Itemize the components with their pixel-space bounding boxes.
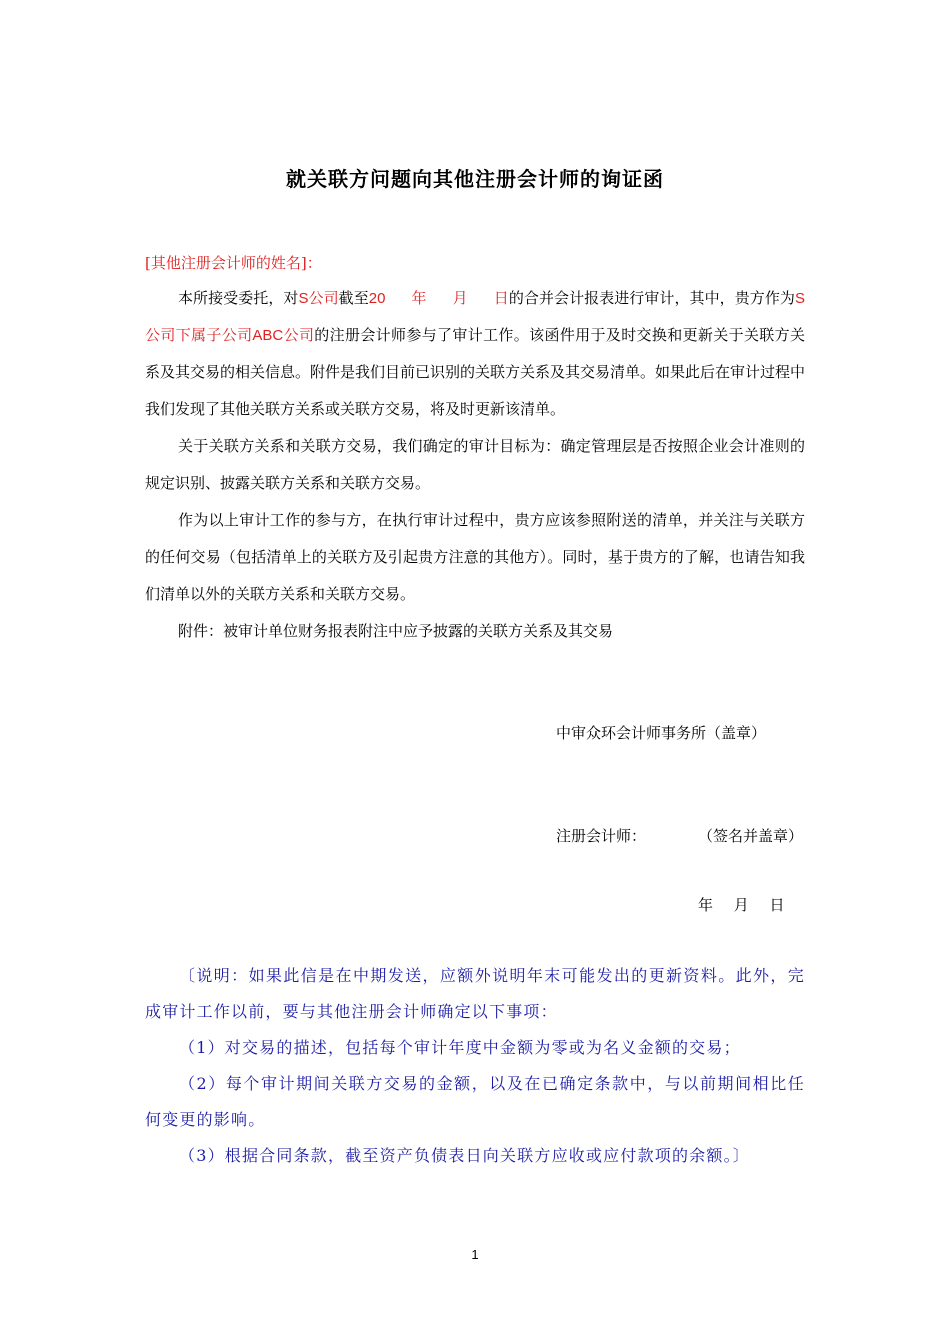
paragraph-audit-objective: 关于关联方关系和关联方交易，我们确定的审计目标为：确定管理层是否按照企业会计准则的规定识别、披露关联方关系和关联方交易。 bbox=[145, 437, 805, 492]
paragraph-engagement bbox=[145, 280, 805, 428]
year-unit: 年 bbox=[411, 290, 427, 307]
note-intro: 〔说明：如果此信是在中期发送，应额外说明年末可能发出的更新资料。此外，完成审计工作以前，要与其他注册会计师确定以下事项： bbox=[145, 966, 805, 1021]
signature-firm: 中审众环会计师事务所（盖章） bbox=[556, 724, 767, 742]
signature-cpa-note: （签名并盖章） bbox=[698, 827, 804, 845]
subsidiary-name: S公司下属子公司ABC公司 bbox=[145, 290, 805, 344]
note-item-3: （3）根据合同条款，截至资产负债表日向关联方应收或应付款项的余额。〕 bbox=[179, 1146, 750, 1165]
company-name: S公司 bbox=[298, 290, 339, 307]
text-segment: 截至 bbox=[338, 289, 369, 307]
document-title: 就关联方问题向其他注册会计师的询证函 bbox=[286, 167, 664, 191]
signature-date: 年 月 日 bbox=[698, 896, 785, 914]
signature-cpa-label: 注册会计师： bbox=[556, 827, 647, 845]
month-unit: 月 bbox=[452, 290, 468, 307]
letter-body bbox=[145, 280, 805, 650]
year-prefix: 20 bbox=[368, 290, 386, 307]
text-segment: 的注册会计师参与了审计工作。该函件用于及时交换和更新关于关联方关系及其交易的相关信息。附件是我们目前已识别的关联方关系及其交易清单。如果此后在审计过程中我们发现了其他关联方关系或关联方交易，将及时更新该清单。 bbox=[145, 326, 806, 418]
page-number: 1 bbox=[471, 1247, 479, 1262]
note-item-1: （1）对交易的描述，包括每个审计年度中金额为零或为名义金额的交易； bbox=[179, 1038, 741, 1057]
explanatory-note bbox=[145, 958, 805, 1174]
salutation: [其他注册会计师的姓名]： bbox=[145, 254, 322, 272]
paragraph-attachment: 附件：被审计单位财务报表附注中应予披露的关联方关系及其交易 bbox=[178, 622, 614, 640]
text-segment: 本所接受委托，对 bbox=[178, 289, 299, 307]
note-item-2: （2）每个审计期间关联方交易的金额，以及在已确定条款中，与以前期间相比任何变更的影响。 bbox=[145, 1074, 805, 1129]
day-unit: 日 bbox=[493, 290, 509, 307]
paragraph-participation: 作为以上审计工作的参与方，在执行审计过程中，贵方应该参照附送的清单，并关注与关联方的任何交易（包括清单上的关联方及引起贵方注意的其他方）。同时，基于贵方的了解，也请告知我们清单以外的关联方关系和关联方交易。 bbox=[145, 511, 805, 603]
text-segment: 的合并会计报表进行审计，其中，贵方作为 bbox=[508, 289, 795, 307]
